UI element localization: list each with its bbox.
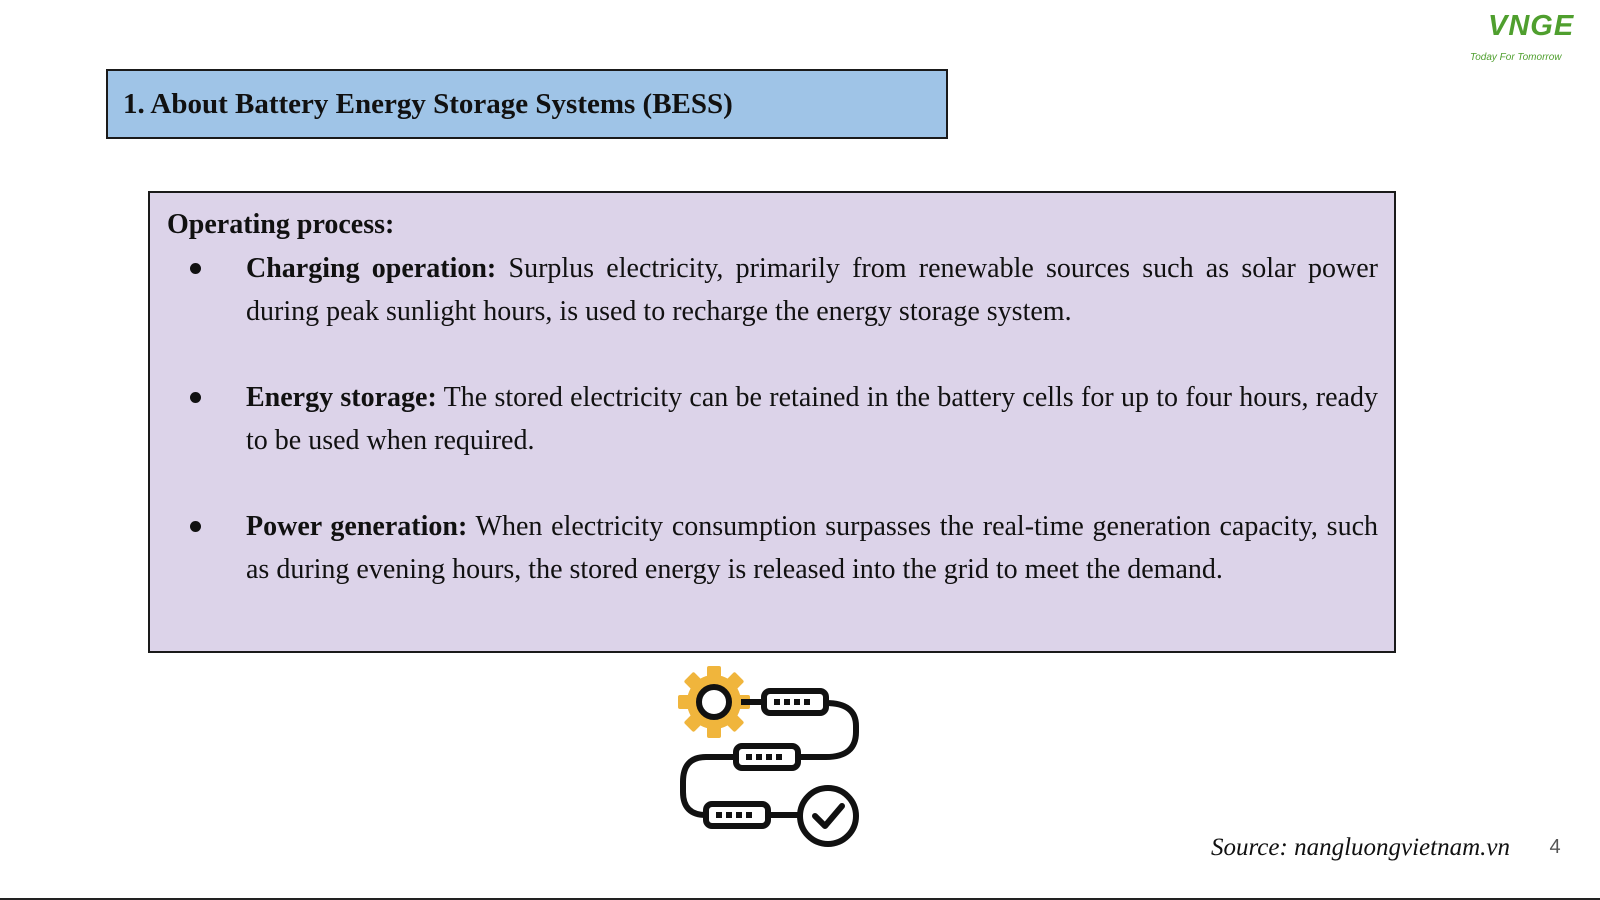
bullet-description: Surplus electricity, primarily from renewable sources such as solar power during peak sunlight hours, is used to recharge the energy storage system.: [246, 253, 1379, 327]
step-bar-icon: [736, 746, 798, 768]
content-box: [148, 191, 1396, 653]
section-header: [106, 69, 948, 139]
bullet-dot-icon: [190, 521, 201, 532]
bullet-term: Energy storage:: [246, 382, 437, 413]
bullet-text: [246, 247, 1378, 333]
process-flow-icon: [676, 664, 864, 852]
checkmark-icon: [800, 788, 856, 844]
bullet-item-generation: [167, 505, 1378, 591]
step-bar-icon: [764, 691, 826, 713]
bullet-description: The stored electricity can be retained in the battery cells for up to four hours, ready to be used when required.: [246, 382, 1378, 456]
bullet-list: [167, 247, 1378, 591]
bullet-description: When electricity consumption surpasses the real-time generation capacity, such as during evening hours, the stored energy is released into the grid to meet the demand.: [246, 511, 1378, 585]
box-heading: Operating process:: [167, 209, 395, 240]
page-number: 4: [1549, 836, 1561, 858]
gear-icon: [678, 666, 750, 738]
bullet-item-storage: [167, 376, 1378, 462]
bullet-term: Charging operation:: [246, 253, 497, 284]
logo-mark: VNGE: [1488, 10, 1575, 42]
bullet-text: [246, 376, 1378, 462]
vnge-logo: [1466, 4, 1596, 68]
bullet-dot-icon: [190, 392, 201, 403]
bullet-item-charging: [167, 247, 1378, 333]
step-bar-icon: [706, 804, 768, 826]
bullet-dot-icon: [190, 263, 201, 274]
section-title: 1. About Battery Energy Storage Systems (BESS): [123, 87, 733, 120]
bullet-term: Power generation:: [246, 511, 468, 542]
logo-tagline: Today For Tomorrow: [1470, 52, 1562, 63]
source-citation: Source: nangluongvietnam.vn: [1211, 834, 1510, 861]
bullet-text: [246, 505, 1378, 591]
